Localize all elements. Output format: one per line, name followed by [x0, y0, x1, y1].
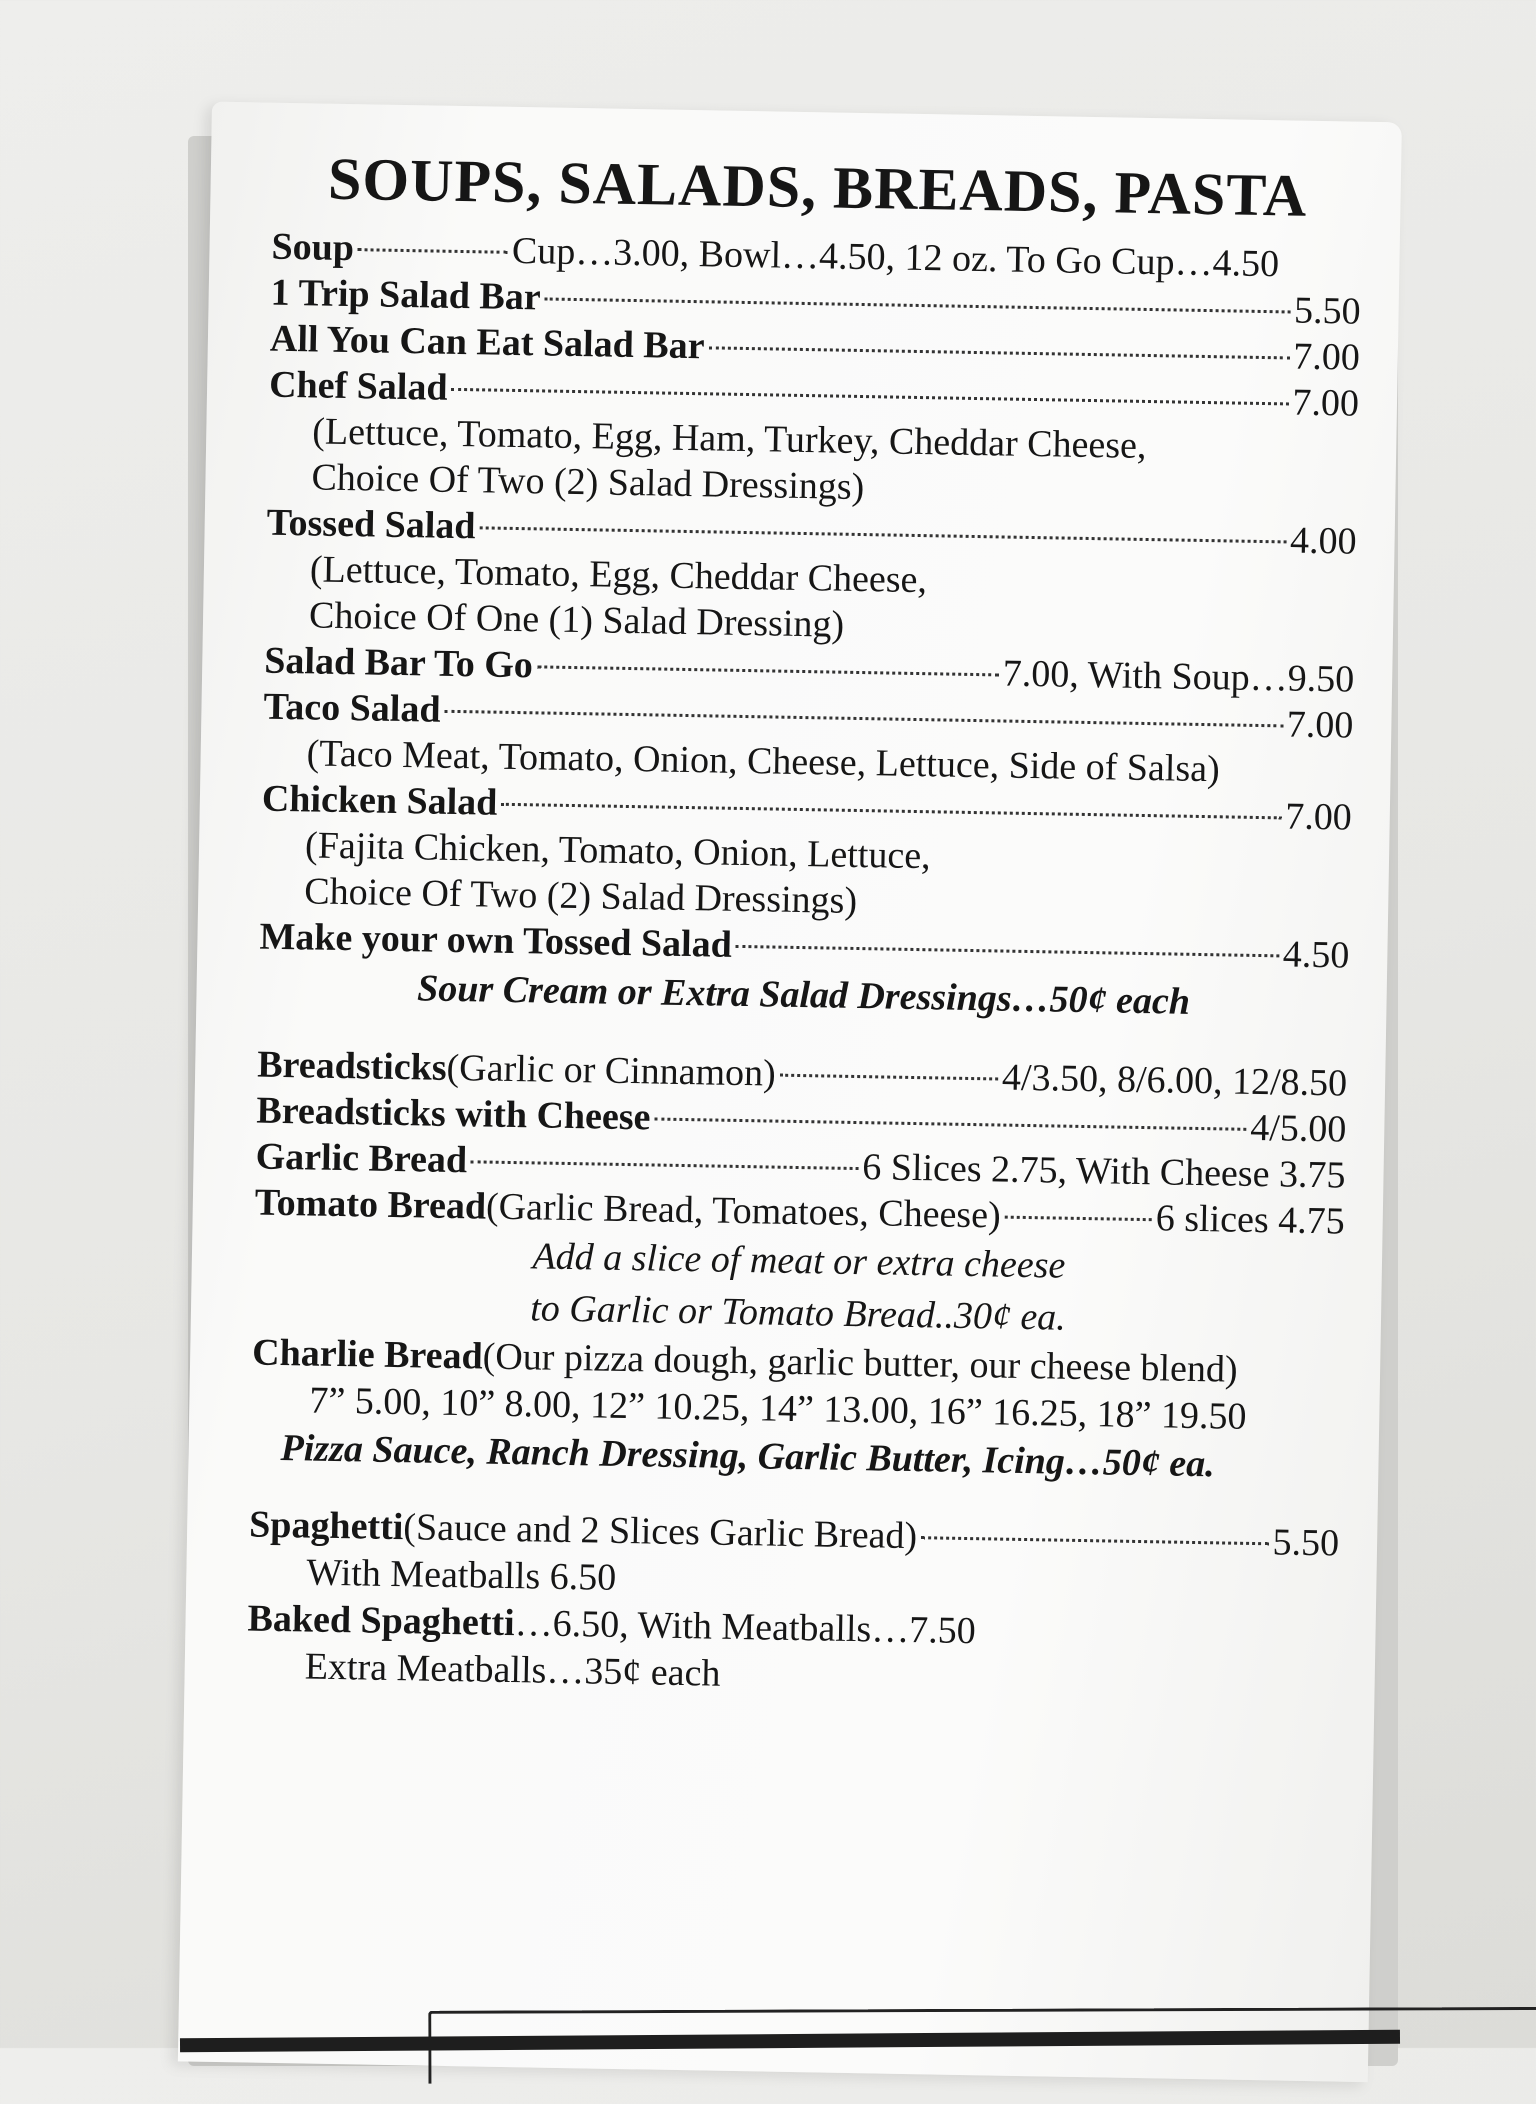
item-price: 5.50 — [1272, 1521, 1340, 1565]
item-note: (Garlic or Cinnamon) — [446, 1046, 777, 1095]
item-description: Choice Of Two (2) Salad Dressings) — [311, 456, 865, 509]
item-description: (Taco Meat, Tomato, Onion, Cheese, Lettuce, Side of Salsa) — [306, 732, 1221, 791]
item-note: (Our pizza dough, garlic butter, our cheese blend) — [482, 1335, 1238, 1391]
item-name: Chef Salad — [268, 363, 448, 409]
item-name: Taco Salad — [263, 685, 441, 731]
charlie-sizes: 7” 5.00, 10” 8.00, 12” 10.25, 14” 13.00, 16” 16.25, 18” 19.50 — [309, 1379, 1247, 1438]
item-name: Salad Bar To Go — [263, 639, 534, 687]
item-price: 4/3.50, 8/6.00, 12/8.50 — [1001, 1056, 1348, 1105]
menu-content — [246, 147, 1363, 1709]
menu-page — [178, 102, 1402, 2082]
item-description: Choice Of One (1) Salad Dressing) — [308, 594, 845, 646]
item-price: Cup…3.00, Bowl…4.50, 12 oz. To Go Cup…4.50 — [511, 229, 1280, 286]
item-name: Make your own Tossed Salad — [259, 915, 733, 966]
add-slice-note: Add a slice of meat or extra cheese — [532, 1235, 1066, 1287]
item-price: 7.00, With Soup…9.50 — [1002, 652, 1355, 701]
dot-leader — [358, 248, 508, 254]
item-name: 1 Trip Salad Bar — [270, 271, 542, 319]
item-price: 7.00 — [1284, 795, 1353, 839]
item-name: Baked Spaghetti — [247, 1597, 516, 1645]
dot-leader — [452, 388, 1289, 406]
item-name: Garlic Bread — [255, 1135, 468, 1182]
charlie-extras: Pizza Sauce, Ranch Dressing, Garlic Butter, Icing…50¢ ea. — [280, 1427, 1216, 1486]
item-note: (Garlic Bread, Tomatoes, Cheese) — [485, 1185, 1002, 1237]
dot-leader — [654, 1117, 1246, 1130]
item-name: Soup — [271, 225, 355, 270]
item-description: Choice Of Two (2) Salad Dressings) — [303, 870, 858, 922]
item-price: 7.00 — [1286, 703, 1354, 747]
sour-cream-note: Sour Cream or Extra Salad Dressings…50¢ each — [416, 967, 1191, 1023]
item-price: 5.50 — [1293, 289, 1361, 333]
item-name: Breadsticks with Cheese — [256, 1089, 651, 1139]
dot-leader — [736, 945, 1279, 957]
item-description: (Lettuce, Tomato, Egg, Ham, Turkey, Cheddar Cheese, — [311, 410, 1147, 467]
item-description: (Lettuce, Tomato, Egg, Cheddar Cheese, — [309, 548, 928, 602]
item-name: Spaghetti — [248, 1503, 404, 1549]
item-price: 6 Slices 2.75, With Cheese 3.75 — [861, 1146, 1346, 1197]
item-price: 4.00 — [1289, 519, 1357, 563]
dot-leader — [537, 665, 999, 676]
item-name: Tomato Bread — [254, 1181, 487, 1228]
item-price: 7.00 — [1292, 381, 1360, 425]
item-price: …6.50, With Meatballs…7.50 — [514, 1602, 977, 1653]
extra-meatballs: Extra Meatballs…35¢ each — [304, 1645, 721, 1695]
item-price: 7.00 — [1292, 335, 1361, 379]
dot-leader — [921, 1536, 1268, 1545]
item-name: Tossed Salad — [266, 501, 476, 548]
item-price: 4.50 — [1282, 933, 1350, 977]
add-slice-note: to Garlic or Tomato Bread..30¢ ea. — [529, 1287, 1067, 1339]
dot-leader — [479, 526, 1286, 543]
item-description: (Fajita Chicken, Tomato, Onion, Lettuce, — [304, 824, 932, 878]
item-note: (Sauce and 2 Slices Garlic Bread) — [403, 1506, 918, 1558]
dot-leader — [471, 1160, 858, 1170]
dot-leader — [445, 710, 1283, 728]
spaghetti-meatballs: With Meatballs 6.50 — [306, 1551, 617, 1599]
item-price: 4/5.00 — [1249, 1106, 1347, 1151]
item-price: 6 slices 4.75 — [1155, 1197, 1346, 1243]
dot-leader — [1005, 1216, 1152, 1222]
dot-leader — [780, 1074, 998, 1081]
item-name: Breadsticks — [256, 1043, 447, 1089]
item-name: Chicken Salad — [261, 777, 498, 824]
dot-leader — [545, 297, 1291, 313]
dot-leader — [501, 803, 1281, 820]
dot-leader — [708, 346, 1289, 359]
item-name: All You Can Eat Salad Bar — [269, 317, 705, 368]
page-title: SOUPS, SALADS, BREADS, PASTA — [327, 145, 1308, 229]
item-name: Charlie Bread — [251, 1331, 484, 1378]
